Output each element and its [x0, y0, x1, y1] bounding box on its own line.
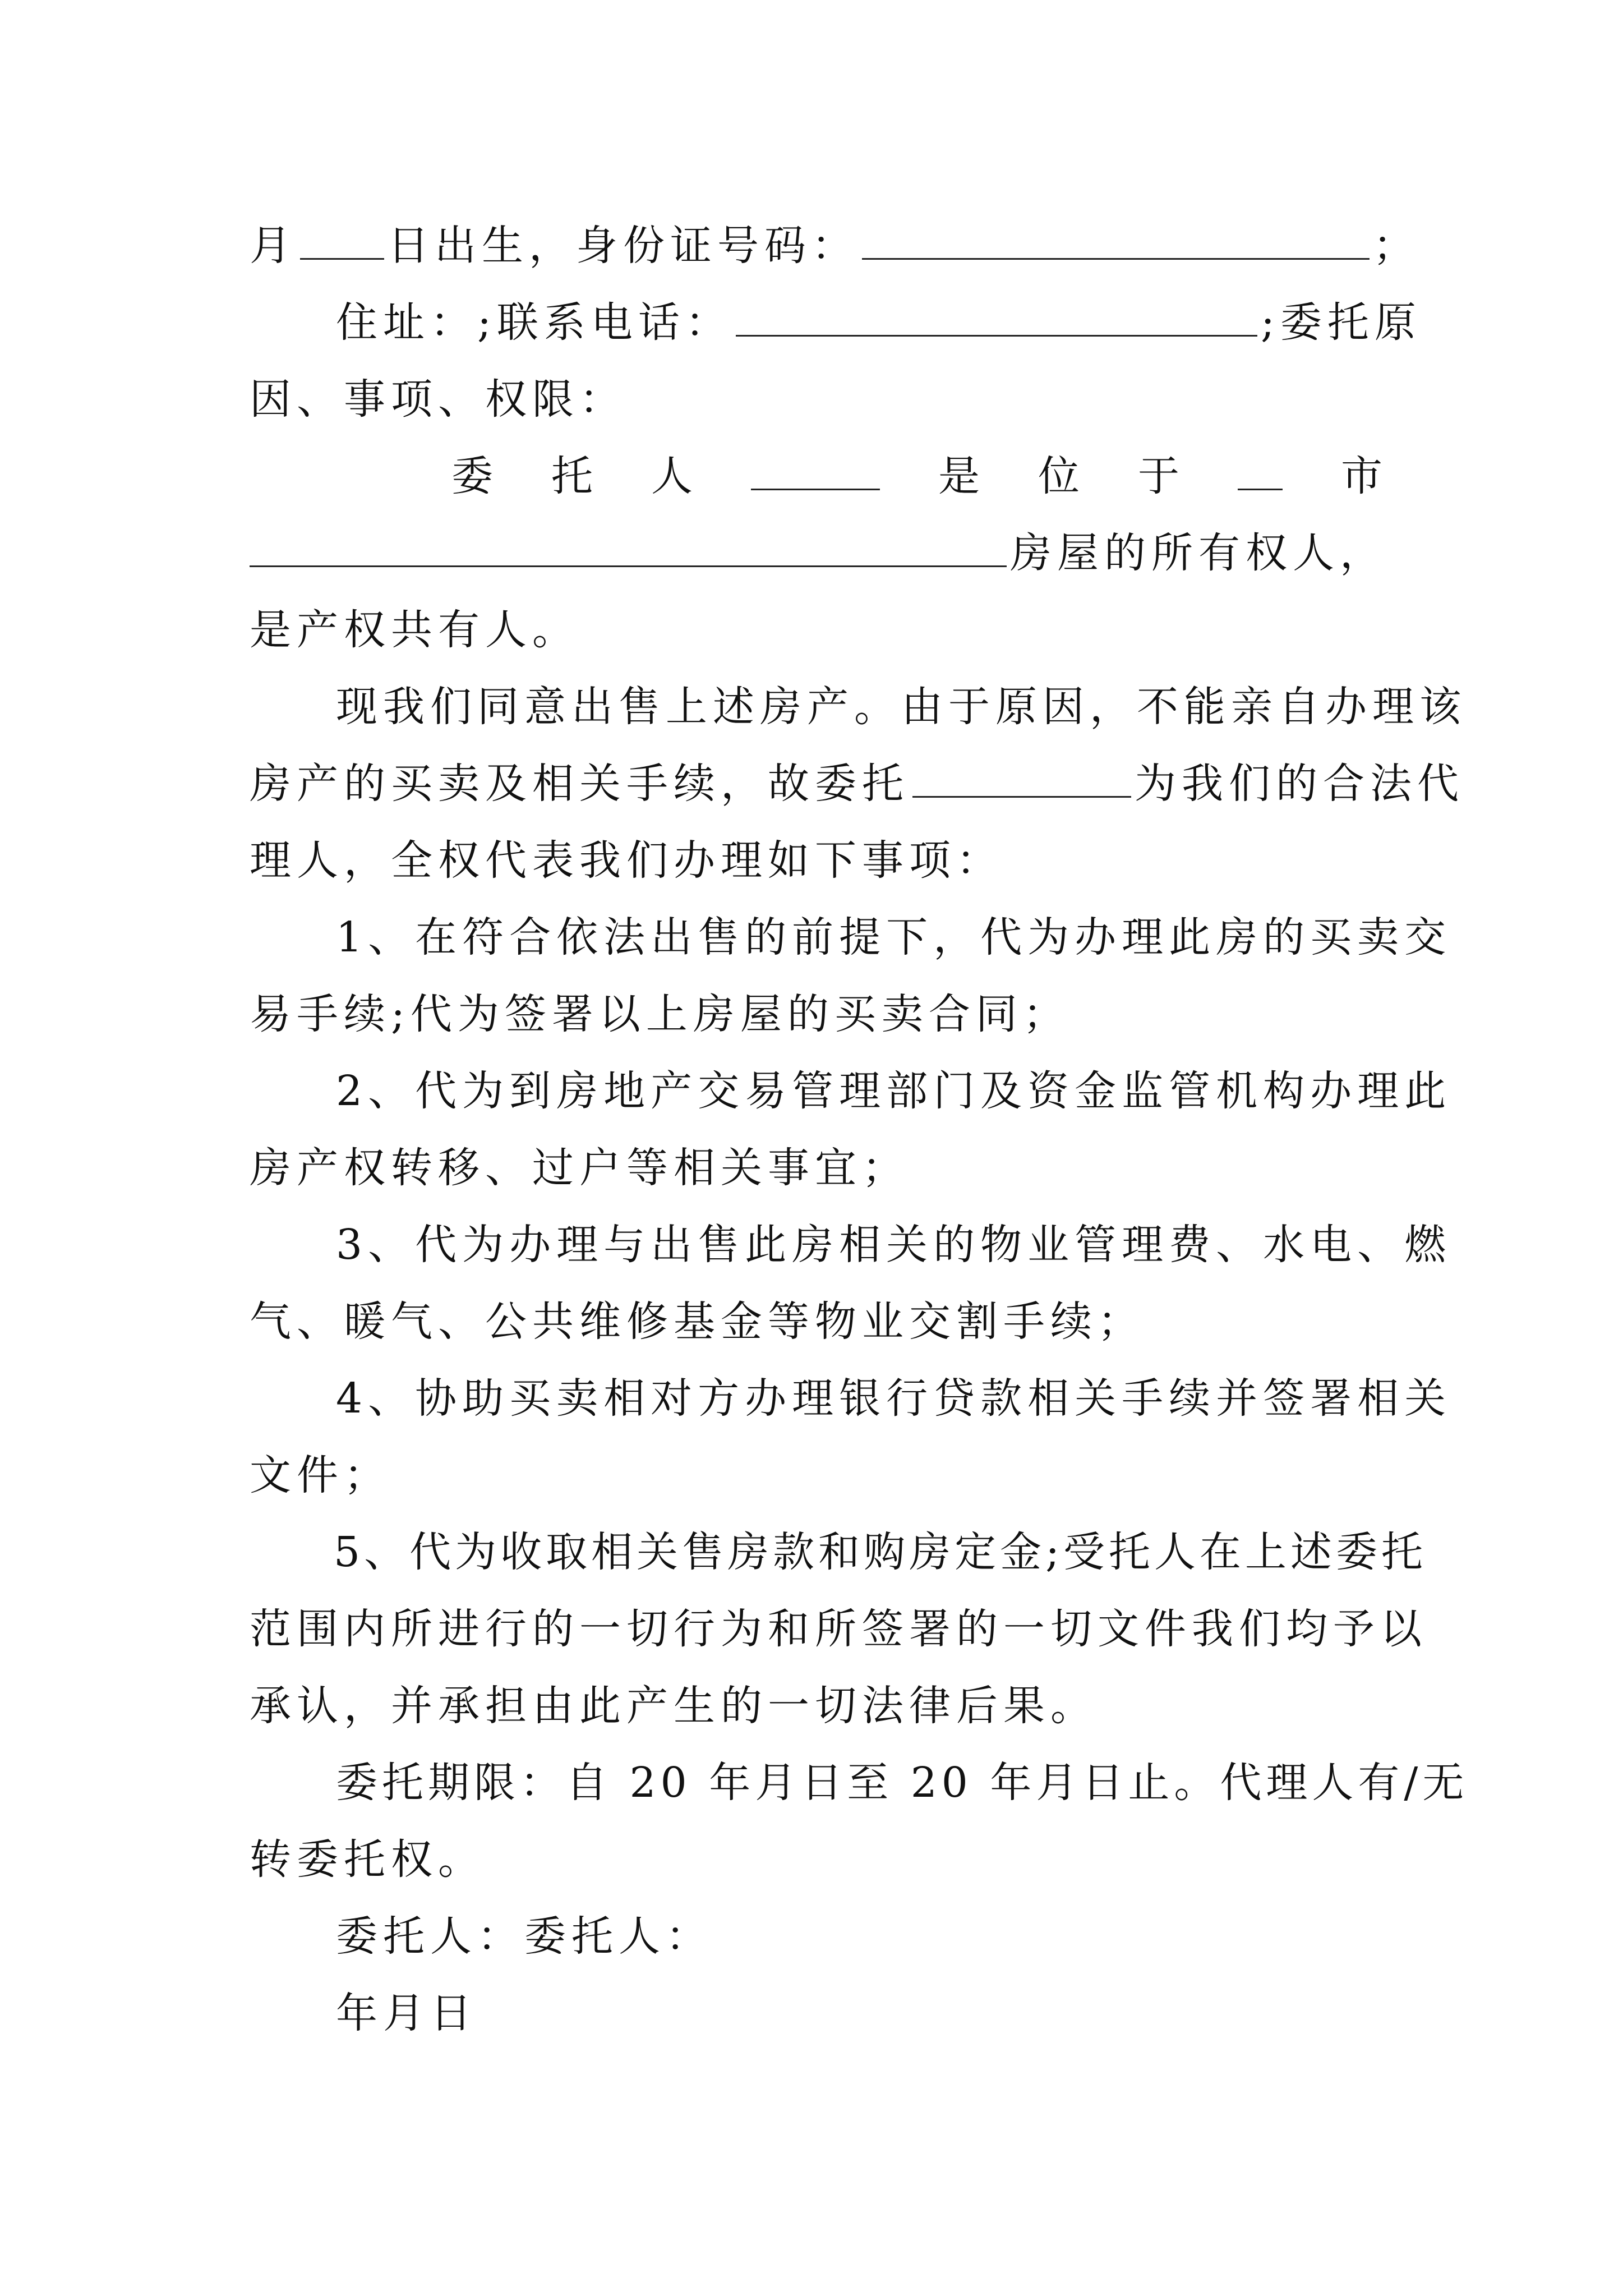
owner-location-line — [250, 438, 1382, 515]
text-reason-start: ;委托原 — [1260, 298, 1422, 347]
blank-owner-name-field — [751, 449, 880, 490]
item-2-line-b — [250, 1130, 1382, 1207]
text-word-7: 市 — [1341, 452, 1382, 500]
text-item-3b: 气、暖气、公共维修基金等物业交割手续； — [250, 1297, 1145, 1346]
text-reason-rest: 因、事项、权限： — [250, 375, 626, 424]
text-term-b: 转委托权。 — [250, 1835, 485, 1884]
text-item-3a: 3、代为办理与出售此房相关的物业管理费、水电、燃 — [336, 1221, 1452, 1269]
blank-id-number-field — [862, 219, 1370, 260]
text-item-4b: 文件； — [250, 1451, 391, 1499]
text-word-5: 位 — [1038, 452, 1080, 500]
document-page — [250, 208, 1469, 2052]
text-semicolon: ； — [1373, 222, 1420, 270]
text-co-owner: 是产权共有人。 — [250, 606, 579, 654]
text-item-1b: 易手续;代为签署以上房屋的买卖合同； — [250, 990, 1070, 1038]
birth-id-line — [250, 208, 1420, 284]
text-item-5c: 承认，并承担由此产生的一切法律后果。 — [250, 1682, 1098, 1730]
signature-line — [250, 1898, 1382, 1975]
text-property-owner: 房屋的所有权人， — [1010, 529, 1387, 577]
text-agent-authority: 理人，全权代表我们办理如下事项： — [250, 836, 1003, 885]
text-word-4: 是 — [938, 452, 980, 500]
date-line — [250, 1975, 1382, 2052]
text-agree-sale: 现我们同意出售上述房产。由于原因，不能亲自办理该 — [336, 683, 1467, 731]
address-phone-line — [250, 284, 1422, 361]
item-3-line-b — [250, 1283, 1382, 1360]
text-address-phone-label: 住址：;联系电话： — [336, 298, 732, 347]
item-5-line-a — [250, 1514, 1427, 1591]
text-item-5b: 范围内所进行的一切行为和所签署的一切文件我们均予以 — [250, 1605, 1427, 1653]
blank-agent-name-field — [912, 757, 1131, 798]
text-word-2: 托 — [551, 452, 593, 500]
text-entrust-rest: 为我们的合法代 — [1135, 760, 1464, 808]
text-word-6: 于 — [1138, 452, 1179, 500]
item-5-line-c — [250, 1668, 1382, 1745]
term-line-b — [250, 1821, 1382, 1898]
text-item-4a: 4、协助买卖相对方办理银行贷款相关手续并签署相关 — [336, 1374, 1452, 1423]
agent-authority-line — [250, 822, 1382, 899]
term-line-a — [250, 1745, 1469, 1821]
text-month: 月 — [250, 222, 297, 270]
text-word-1: 委 — [451, 452, 493, 500]
blank-city-field — [1238, 449, 1283, 490]
blank-property-address-field — [250, 526, 1007, 567]
co-owner-line — [250, 592, 1382, 669]
item-1-line-a — [250, 899, 1452, 976]
blank-day-field — [300, 219, 384, 260]
text-item-2a: 2、代为到房地产交易管理部门及资金监管机构办理此 — [336, 1067, 1452, 1115]
text-entrust-label: 房产的买卖及相关手续，故委托 — [250, 760, 909, 808]
item-3-line-a — [250, 1207, 1452, 1283]
item-4-line-b — [250, 1437, 1382, 1514]
item-1-line-b — [250, 976, 1382, 1053]
text-date: 年月日 — [336, 1989, 477, 2037]
item-4-line-a — [250, 1360, 1452, 1437]
property-owner-line — [250, 515, 1387, 592]
text-signatures: 委托人：委托人： — [336, 1912, 713, 1961]
text-birth-id-label: 日出生，身份证号码： — [388, 222, 859, 270]
reason-line — [250, 361, 1382, 438]
text-item-5a: 5、代为收取相关售房款和购房定金;受托人在上述委托 — [334, 1528, 1427, 1576]
text-term-a: 委托期限：自 20 年月日至 20 年月日止。代理人有/无 — [336, 1759, 1469, 1807]
text-item-2b: 房产权转移、过户等相关事宜； — [250, 1144, 909, 1192]
item-2-line-a — [250, 1053, 1452, 1130]
entrust-line — [250, 746, 1464, 822]
agree-sale-line — [250, 669, 1467, 746]
text-word-3: 人 — [651, 452, 693, 500]
blank-phone-field — [736, 296, 1257, 337]
text-item-1a: 1、在符合依法出售的前提下，代为办理此房的买卖交 — [336, 913, 1452, 961]
item-5-line-b — [250, 1591, 1427, 1668]
